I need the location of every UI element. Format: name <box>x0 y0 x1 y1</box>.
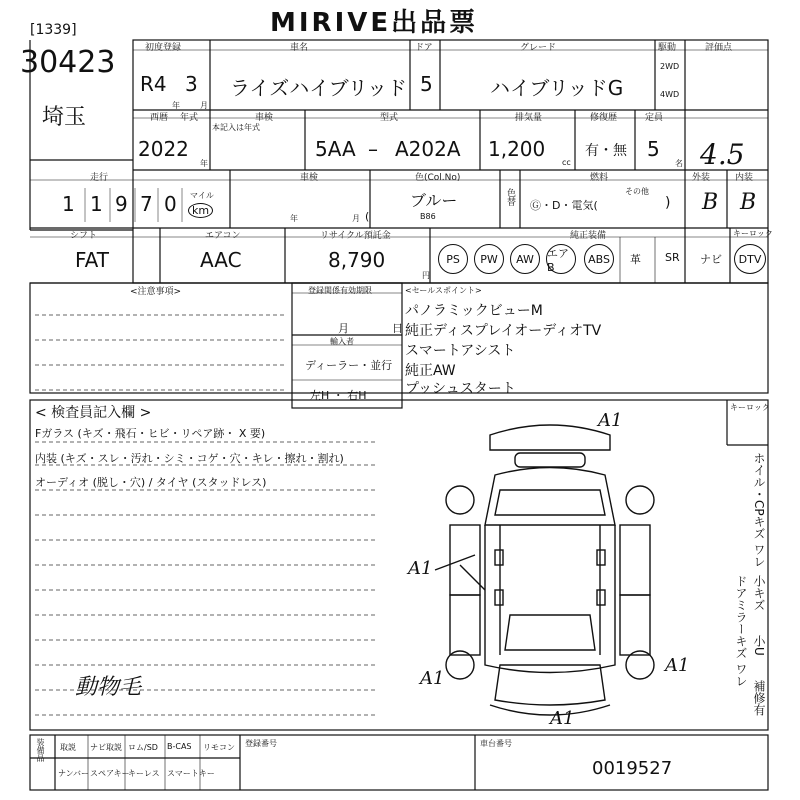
footer-manual: 取説 <box>60 743 76 752</box>
handwritten-note: 動物毛 <box>75 675 142 700</box>
reg-month: 月 <box>338 322 349 335</box>
equip-leather: 革 <box>630 253 641 266</box>
inspect-year: 年 <box>290 214 298 223</box>
capacity-label: 定員 <box>645 113 664 123</box>
equip-sr: SR <box>665 251 680 264</box>
sales-point-5: プッシュスタート <box>405 381 516 397</box>
import-value: ディーラー・並行 <box>305 359 393 372</box>
inspection-line-2: 内装 (キズ・スレ・汚れ・シミ・コゲ・穴・キレ・擦れ・割れ) <box>35 452 344 465</box>
mile-unit: マイル <box>190 191 214 200</box>
shift-label: シフト <box>70 231 98 241</box>
footer-navi-manual: ナビ取説 <box>90 743 122 752</box>
exterior-label: 外装 <box>692 173 711 183</box>
equip-aw: AW <box>510 244 540 274</box>
drive-4wd: 4WD <box>660 90 680 99</box>
color-value: ブルー <box>410 191 458 210</box>
mileage-digit-4: 7 <box>140 192 153 216</box>
fuel-options: Ⓖ・D・電気( <box>530 199 598 212</box>
model-code: A202A <box>395 137 461 161</box>
first-reg-label: 初度登録 <box>145 43 182 53</box>
year-sub-label: 本記入は年式 <box>212 123 260 132</box>
form-title: MIRIVE出品票 <box>270 8 479 38</box>
footer-rom-sd: ロム/SD <box>128 743 158 752</box>
mileage-digit-5: 0 <box>164 192 177 216</box>
footer-keyless: キーレス <box>128 769 160 778</box>
color-code: B86 <box>420 212 436 221</box>
sales-label: <セールスポイント> <box>405 286 482 295</box>
km-unit: km <box>188 203 213 218</box>
mileage-digit-3: 9 <box>115 192 128 216</box>
damage-mark-rear-left: A1 <box>420 668 445 689</box>
legend-mirror: ドアミラーキズ ワレ <box>734 575 748 687</box>
first-reg-month: 3 <box>185 72 198 96</box>
interior-label: 内装 <box>735 173 754 183</box>
chassis-number: 0019527 <box>592 758 673 779</box>
shift-value: FAT <box>75 248 110 272</box>
fuel-label: 燃料 <box>590 173 609 183</box>
mileage-label: 走行 <box>90 173 109 183</box>
model-dash: – <box>368 137 378 161</box>
car-name: ライズハイブリッド <box>230 76 407 100</box>
grade-value: ハイブリッドG <box>490 76 624 100</box>
car-damage-diagram <box>400 415 700 730</box>
capacity-mark: 名 <box>675 159 683 168</box>
legend-small-u: 小U <box>752 635 766 656</box>
inspection-line-3: オーディオ (脱し・穴) / タイヤ (スタッドレス) <box>35 476 267 489</box>
equip-pw: PW <box>474 244 504 274</box>
score-label: 評価点 <box>705 43 733 53</box>
color-label: 色(Col.No) <box>415 173 461 183</box>
interior-handwritten: B <box>740 190 757 215</box>
handle-value: 左H ・ 右H <box>310 389 367 402</box>
fuel-close: ) <box>665 195 671 211</box>
legend-wheel: ホイル・CPキズ ワレ <box>752 452 766 568</box>
capacity-value: 5 <box>647 137 660 161</box>
equip-dtv: DTV <box>734 244 766 274</box>
cc-unit: cc <box>562 158 571 167</box>
inspector-label: < 検査員記入欄 > <box>35 405 152 421</box>
damage-mark-rear: A1 <box>550 708 575 729</box>
mileage-digit-2: 1 <box>90 192 103 216</box>
year-label: 西暦 <box>150 113 169 123</box>
history-label: 修復歴 <box>590 113 618 123</box>
mileage-digit-1: 1 <box>62 192 75 216</box>
full-model-label: 年式 <box>180 113 199 123</box>
fuel-other: その他 <box>625 187 649 196</box>
month-mark: 月 <box>200 101 208 110</box>
sales-point-4: 純正AW <box>405 363 456 379</box>
inspect-label: 車検 <box>300 173 319 183</box>
year-mark: 年 <box>172 101 180 110</box>
footer-bcas: B-CAS <box>167 742 192 751</box>
sales-point-2: 純正ディスプレイオーディオTV <box>405 323 602 339</box>
keylock-label-2: キーロック <box>730 403 770 412</box>
equip-navi: ナビ <box>700 253 722 266</box>
inspect-paren: ( <box>365 210 370 223</box>
damage-mark-front: A1 <box>598 410 623 431</box>
displacement-value: 1,200 <box>488 137 546 161</box>
footer-remote: リモコン <box>203 743 235 752</box>
lot-number: 30423 <box>20 45 116 80</box>
equipment-items-label: 装備品 <box>36 738 45 762</box>
inspect-month: 月 <box>352 214 360 223</box>
history-value: 有・無 <box>585 143 627 159</box>
first-reg-era: R4 <box>140 72 167 96</box>
reg-day: 日 <box>392 322 403 335</box>
footer-number-plate: ナンバー <box>58 769 90 778</box>
keylock-label: キーロック <box>733 229 773 238</box>
legend-small-scratch: 小キズ <box>752 575 766 611</box>
grade-label: グレード <box>520 43 557 53</box>
doors-label: ドア <box>415 43 433 53</box>
score-handwritten: 4.5 <box>700 138 745 171</box>
reg-number-label: 登録番号 <box>245 739 277 748</box>
damage-mark-left: A1 <box>408 558 433 579</box>
equipment-label: 純正装備 <box>570 231 607 241</box>
color-change-label: 色替 <box>505 188 515 206</box>
inspection-line-1: Fガラス (キズ・飛石・ヒビ・リペア跡・ X 要) <box>35 427 266 440</box>
equip-abs: ABS <box>584 244 614 274</box>
inspection-label: 車検 <box>255 113 274 123</box>
recycle-label: リサイクル預託金 <box>320 231 391 241</box>
displacement-label: 排気量 <box>515 113 543 123</box>
sales-point-1: パノラミックビューM <box>405 303 543 319</box>
sales-point-3: スマートアシスト <box>405 343 516 359</box>
footer-smart-key: スマートキー <box>167 769 215 778</box>
prefecture: 埼玉 <box>42 105 87 130</box>
doors-value: 5 <box>420 72 433 96</box>
exterior-handwritten: B <box>702 190 719 215</box>
model-label: 型式 <box>380 113 399 123</box>
reg-valid-label: 登録関係有効期限 <box>308 286 372 295</box>
import-label: 輸入者 <box>330 337 354 346</box>
year-mark-2: 年 <box>200 159 208 168</box>
drive-2wd: 2WD <box>660 62 680 71</box>
damage-mark-rear-right: A1 <box>665 655 690 676</box>
recycle-value: 8,790 <box>328 248 386 272</box>
aircon-label: エアコン <box>205 231 241 241</box>
aircon-value: AAC <box>200 248 242 272</box>
model-prefix: 5AA <box>315 137 356 161</box>
caution-label: <注意事項> <box>130 287 182 297</box>
chassis-label: 車台番号 <box>480 739 512 748</box>
car-name-label: 車名 <box>290 43 309 53</box>
equip-ps: PS <box>438 244 468 274</box>
lot-bracket: [1339] <box>30 22 77 38</box>
drive-label: 駆動 <box>658 43 677 53</box>
legend-repair: 補修有 <box>752 680 766 716</box>
year-value: 2022 <box>138 137 189 161</box>
equip-airbag: エアB <box>546 244 576 274</box>
footer-spare-key: スペアキー <box>90 769 130 778</box>
yen-unit: 円 <box>422 271 430 280</box>
